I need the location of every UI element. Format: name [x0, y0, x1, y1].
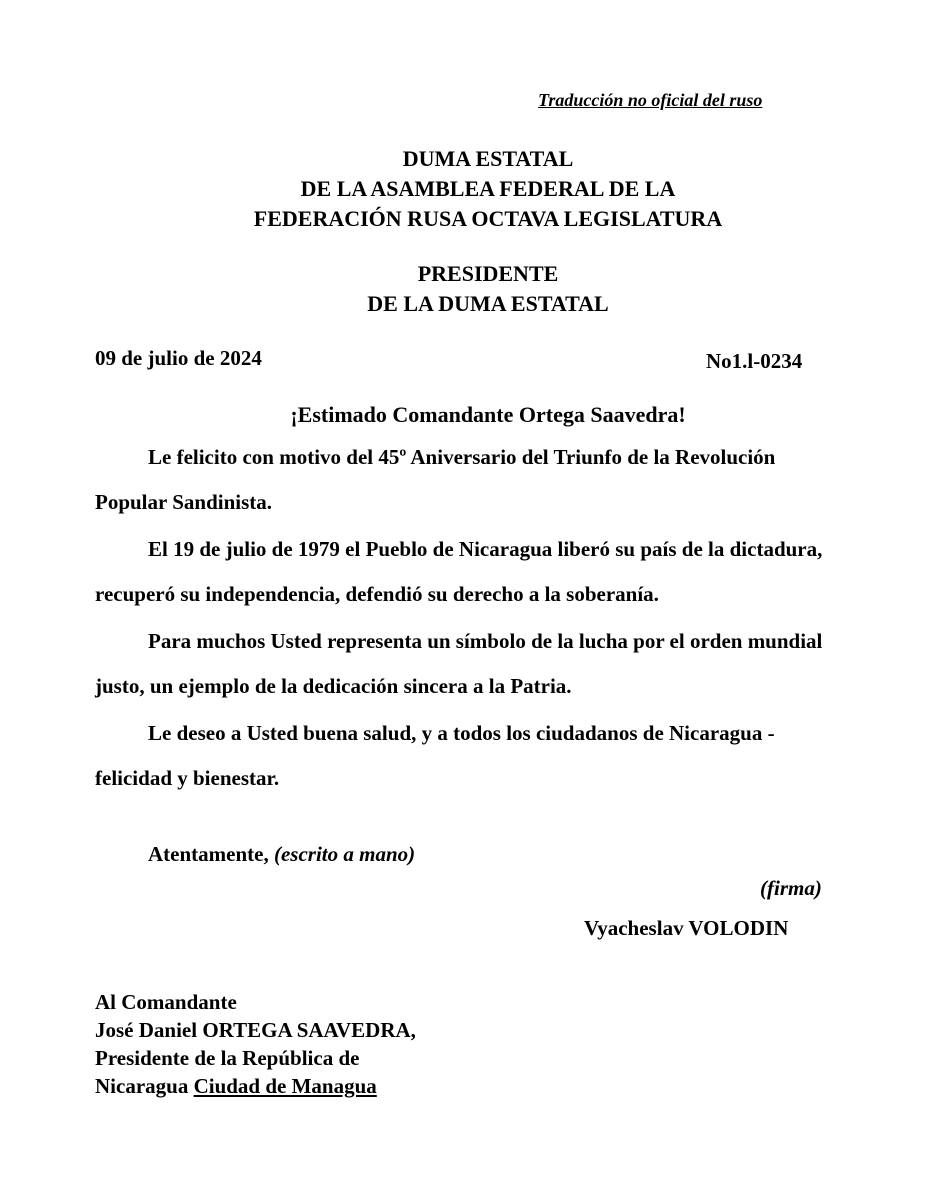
body-paragraph: Le felicito con motivo del 45º Aniversario del Triunfo de la Revolución Popular Sandinista. — [95, 445, 776, 514]
issuer-header-line: DUMA ESTATAL — [402, 146, 574, 171]
issuer-title-line: PRESIDENTE — [417, 261, 559, 286]
letter-date: 09 de julio de 2024 — [95, 346, 262, 370]
body-paragraph: Para muchos Usted representa un símbolo de la lucha por el orden mundial justo, un ejemplo de la dedicación sincera a la Patria. — [95, 629, 823, 698]
salutation: ¡Estimado Comandante Ortega Saavedra! — [290, 402, 686, 427]
letter-body — [95, 435, 825, 803]
reference-number: No1.l-0234 — [706, 349, 803, 373]
recipient-line: José Daniel ORTEGA SAAVEDRA, — [95, 1018, 416, 1042]
recipient-country: Nicaragua — [95, 1074, 189, 1098]
body-paragraph: Le deseo a Usted buena salud, y a todos los ciudadanos de Nicaragua - felicidad y bienestar. — [95, 721, 775, 790]
handwritten-note: (escrito a mano) — [273, 842, 416, 866]
issuer-header-line: FEDERACIÓN RUSA OCTAVA LEGISLATURA — [253, 206, 723, 231]
closing — [148, 842, 415, 867]
issuer-title — [0, 259, 927, 319]
issuer-header-line: DE LA ASAMBLEA FEDERAL DE LA — [300, 176, 676, 201]
recipient-city: Ciudad de Managua — [193, 1074, 377, 1098]
translation-note: Traducción no oficial del ruso — [538, 90, 763, 110]
signature-note: (firma) — [760, 876, 822, 900]
recipient-line: Al Comandante — [95, 990, 237, 1014]
closing-text: Atentamente, — [148, 842, 269, 866]
body-paragraph: El 19 de julio de 1979 el Pueblo de Nicaragua liberó su país de la dictadura, recuperó su independencia, defendió su derecho a la soberanía. — [95, 537, 823, 606]
recipient-block — [95, 988, 416, 1100]
recipient-line — [95, 1072, 416, 1100]
issuer-header — [0, 144, 927, 234]
signer-name: Vyacheslav VOLODIN — [584, 916, 789, 940]
issuer-title-line: DE LA DUMA ESTATAL — [367, 291, 609, 316]
recipient-line: Presidente de la República de — [95, 1046, 360, 1070]
